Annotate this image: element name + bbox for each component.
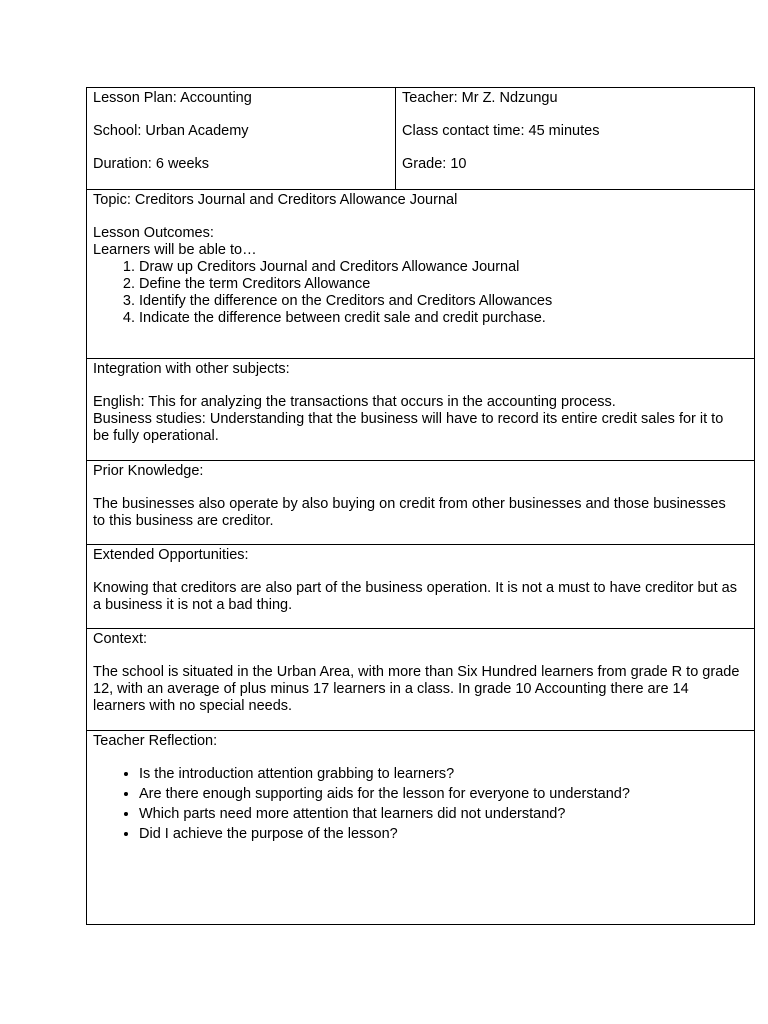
reflection-item: • Is the introduction attention grabbing to learners? xyxy=(139,764,740,784)
reflection-heading: Teacher Reflection: xyxy=(93,733,218,749)
topic-title: Topic: Creditors Journal and Creditors Allowance Journal xyxy=(93,192,458,208)
lesson-plan-table xyxy=(86,87,755,925)
lesson-plan-subject: Lesson Plan: Accounting xyxy=(93,90,252,106)
outcome-item: 3. Identify the difference on the Creditors and Creditors Allowances xyxy=(139,293,740,310)
outcome-item: 2. Define the term Creditors Allowance xyxy=(139,276,740,293)
header-right-cell xyxy=(396,88,754,189)
prior-knowledge-heading: Prior Knowledge: xyxy=(93,463,204,479)
integration-heading: Integration with other subjects: xyxy=(93,361,290,377)
integration-cell xyxy=(87,359,754,460)
prior-knowledge-text: The businesses also operate by also buying on credit from other businesses and those businesses to this business are creditor. xyxy=(93,496,726,529)
extended-row xyxy=(87,544,754,628)
context-cell xyxy=(87,629,754,730)
teacher-name: Teacher: Mr Z. Ndzungu xyxy=(402,90,558,106)
context-row xyxy=(87,628,754,730)
topic-cell xyxy=(87,190,754,358)
reflection-item: • Are there enough supporting aids for the lesson for everyone to understand? xyxy=(139,784,740,804)
header-row xyxy=(87,88,754,189)
duration: Duration: 6 weeks xyxy=(93,156,210,172)
extended-cell xyxy=(87,545,754,628)
outcomes-list xyxy=(93,259,740,327)
school-name: School: Urban Academy xyxy=(93,123,249,139)
contact-time: Class contact time: 45 minutes xyxy=(402,123,600,139)
integration-business: Business studies: Understanding that the business will have to record its entire credit sales for it to be fully operational. xyxy=(93,411,724,444)
outcomes-intro: Learners will be able to… xyxy=(93,242,257,258)
outcome-item: 4. Indicate the difference between credit sale and credit purchase. xyxy=(139,310,740,327)
integration-english: English: This for analyzing the transactions that occurs in the accounting process. xyxy=(93,394,616,410)
reflection-item: • Which parts need more attention that learners did not understand? xyxy=(139,804,740,824)
topic-row xyxy=(87,189,754,358)
context-text: The school is situated in the Urban Area, with more than Six Hundred learners from grade R to grade 12, with an average of plus minus 17 learners in a class. In grade 10 Accounting there are 14 learners with no special needs. xyxy=(93,664,740,714)
prior-knowledge-row xyxy=(87,460,754,544)
reflection-cell xyxy=(87,731,754,924)
reflection-list xyxy=(93,764,740,844)
reflection-item: • Did I achieve the purpose of the lesson? xyxy=(139,824,740,844)
outcome-item: 1. Draw up Creditors Journal and Creditors Allowance Journal xyxy=(139,259,740,276)
extended-text: Knowing that creditors are also part of the business operation. It is not a must to have creditor but as a business it is not a bad thing. xyxy=(93,580,737,613)
grade: Grade: 10 xyxy=(402,156,467,172)
integration-row xyxy=(87,358,754,460)
prior-knowledge-cell xyxy=(87,461,754,544)
context-heading: Context: xyxy=(93,631,147,647)
extended-heading: Extended Opportunities: xyxy=(93,547,249,563)
reflection-row xyxy=(87,730,754,924)
outcomes-heading: Lesson Outcomes: xyxy=(93,225,214,241)
header-left-cell xyxy=(87,88,396,189)
